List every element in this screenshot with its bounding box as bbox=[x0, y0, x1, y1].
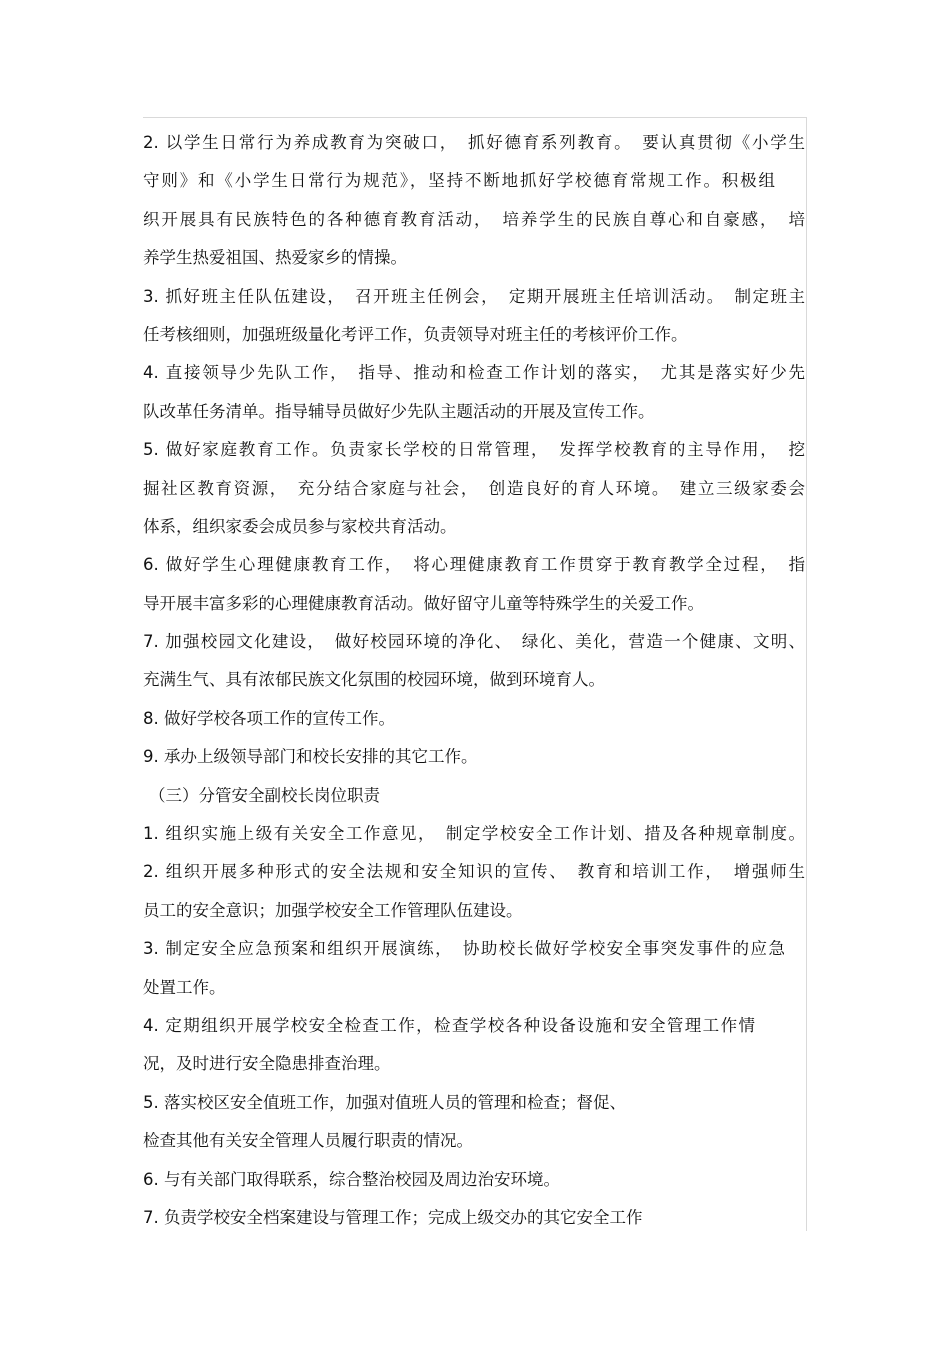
page-top-rule bbox=[143, 117, 807, 118]
section-heading: （三）分管安全副校长岗位职责 bbox=[149, 785, 380, 805]
text-line: 7. 加强校园文化建设， 做好校园环境的净化、 绿化、美化，营造一个健康、文明、 bbox=[143, 632, 805, 652]
page-right-rule bbox=[806, 117, 807, 1231]
text-line: 3. 制定安全应急预案和组织开展演练， 协助校长做好学校安全事突发事件的应急 bbox=[143, 939, 785, 959]
text-line: 检查其他有关安全管理人员履行职责的情况。 bbox=[143, 1131, 473, 1151]
text-line: 守则》和《小学生日常行为规范》，坚持不断地抓好学校德育常规工作。积极组 bbox=[143, 171, 775, 191]
text-line: 9. 承办上级领导部门和校长安排的其它工作。 bbox=[143, 747, 478, 767]
text-line: 任考核细则，加强班级量化考评工作，负责领导对班主任的考核评价工作。 bbox=[143, 324, 688, 344]
text-line: 4. 直接领导少先队工作， 指导、推动和检查工作计划的落实， 尤其是落实好少先 bbox=[143, 363, 805, 383]
text-line: 5. 落实校区安全值班工作，加强对值班人员的管理和检查；督促、 bbox=[143, 1092, 626, 1112]
document-body bbox=[143, 124, 805, 1237]
text-line: 织开展具有民族特色的各种德育教育活动， 培养学生的民族自尊心和自豪感， 培 bbox=[143, 209, 805, 229]
text-line: 5. 做好家庭教育工作。负责家长学校的日常管理， 发挥学校教育的主导作用， 挖 bbox=[143, 440, 805, 460]
text-line: 4. 定期组织开展学校安全检查工作，检查学校各种设备设施和安全管理工作情 bbox=[143, 1015, 755, 1035]
text-line: 导开展丰富多彩的心理健康教育活动。做好留守儿童等特殊学生的关爱工作。 bbox=[143, 593, 704, 613]
text-line: 况，及时进行安全隐患排查治理。 bbox=[143, 1054, 391, 1074]
text-line: 2. 组织开展多种形式的安全法规和安全知识的宣传、 教育和培训工作， 增强师生 bbox=[143, 862, 805, 882]
text-line: 3. 抓好班主任队伍建设， 召开班主任例会， 定期开展班主任培训活动。 制定班主 bbox=[143, 286, 805, 306]
text-line: 员工的安全意识；加强学校安全工作管理队伍建设。 bbox=[143, 900, 523, 920]
text-line: 7. 负责学校安全档案建设与管理工作；完成上级交办的其它安全工作 bbox=[143, 1207, 643, 1227]
text-line: 处置工作。 bbox=[143, 977, 226, 997]
text-line: 养学生热爱祖国、热爱家乡的情操。 bbox=[143, 248, 407, 268]
text-line: 队改革任务清单。指导辅导员做好少先队主题活动的开展及宣传工作。 bbox=[143, 401, 655, 421]
text-line: 2. 以学生日常行为养成教育为突破口， 抓好德育系列教育。 要认真贯彻《小学生 bbox=[143, 133, 805, 152]
text-line: 充满生气、具有浓郁民族文化氛围的校园环境，做到环境育人。 bbox=[143, 670, 605, 690]
text-line: 8. 做好学校各项工作的宣传工作。 bbox=[143, 708, 395, 728]
text-line: 1. 组织实施上级有关安全工作意见， 制定学校安全工作计划、措及各种规章制度。 bbox=[143, 824, 805, 844]
text-line: 掘社区教育资源， 充分结合家庭与社会， 创造良好的育人环境。 建立三级家委会 bbox=[143, 478, 805, 498]
text-line: 6. 做好学生心理健康教育工作， 将心理健康教育工作贯穿于教育教学全过程， 指 bbox=[143, 555, 805, 575]
text-line: 6. 与有关部门取得联系，综合整治校园及周边治安环境。 bbox=[143, 1169, 560, 1189]
text-line: 体系，组织家委会成员参与家校共育活动。 bbox=[143, 516, 457, 536]
